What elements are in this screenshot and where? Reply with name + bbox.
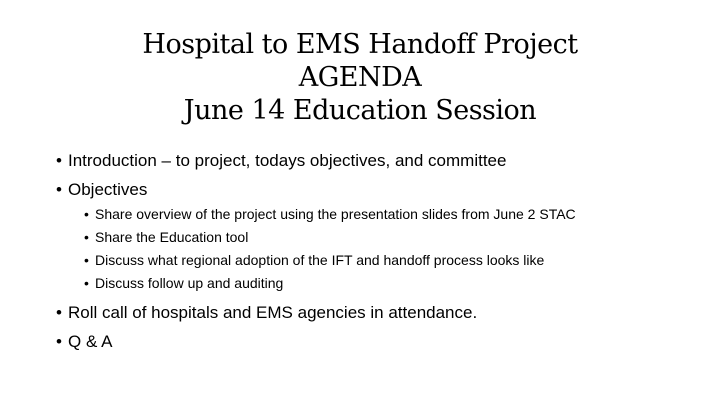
sub-bullet-marker: •: [84, 275, 89, 291]
bullet-marker: •: [56, 151, 62, 170]
bullet-list: [56, 150, 696, 353]
sub-bullet-marker: •: [84, 252, 89, 268]
sub-bullet-education-tool: [56, 228, 696, 247]
bullet-marker: •: [56, 303, 62, 322]
sub-bullet-share-overview: [56, 205, 696, 224]
sub-bullet-marker: •: [84, 206, 89, 222]
sub-bullet-text: Share the Education tool: [95, 229, 249, 245]
bullet-marker: •: [56, 332, 62, 351]
bullet-q-and-a: [56, 331, 696, 353]
title-line-2: AGENDA: [298, 62, 422, 93]
slide-title: [0, 28, 720, 127]
bullet-text: Roll call of hospitals and EMS agencies in attendance.: [68, 303, 478, 322]
sub-bullet-text: Discuss what regional adoption of the IFT and handoff process looks like: [95, 252, 545, 268]
title-line-1: Hospital to EMS Handoff Project: [142, 29, 578, 60]
title-line-3: June 14 Education Session: [183, 95, 537, 126]
bullet-text: Introduction – to project, todays objectives, and committee: [68, 151, 507, 170]
sub-bullet-marker: •: [84, 229, 89, 245]
bullet-text: Q & A: [68, 332, 113, 351]
bullet-objectives: [56, 179, 696, 201]
sub-bullet-regional-adoption: [56, 251, 696, 270]
bullet-text: Objectives: [68, 180, 148, 199]
bullet-introduction: [56, 150, 696, 172]
sub-bullet-text: Discuss follow up and auditing: [95, 275, 284, 291]
bullet-roll-call: [56, 302, 696, 324]
sub-bullet-follow-up: [56, 274, 696, 293]
sub-bullet-text: Share overview of the project using the presentation slides from June 2 STAC: [95, 206, 576, 222]
bullet-marker: •: [56, 180, 62, 199]
